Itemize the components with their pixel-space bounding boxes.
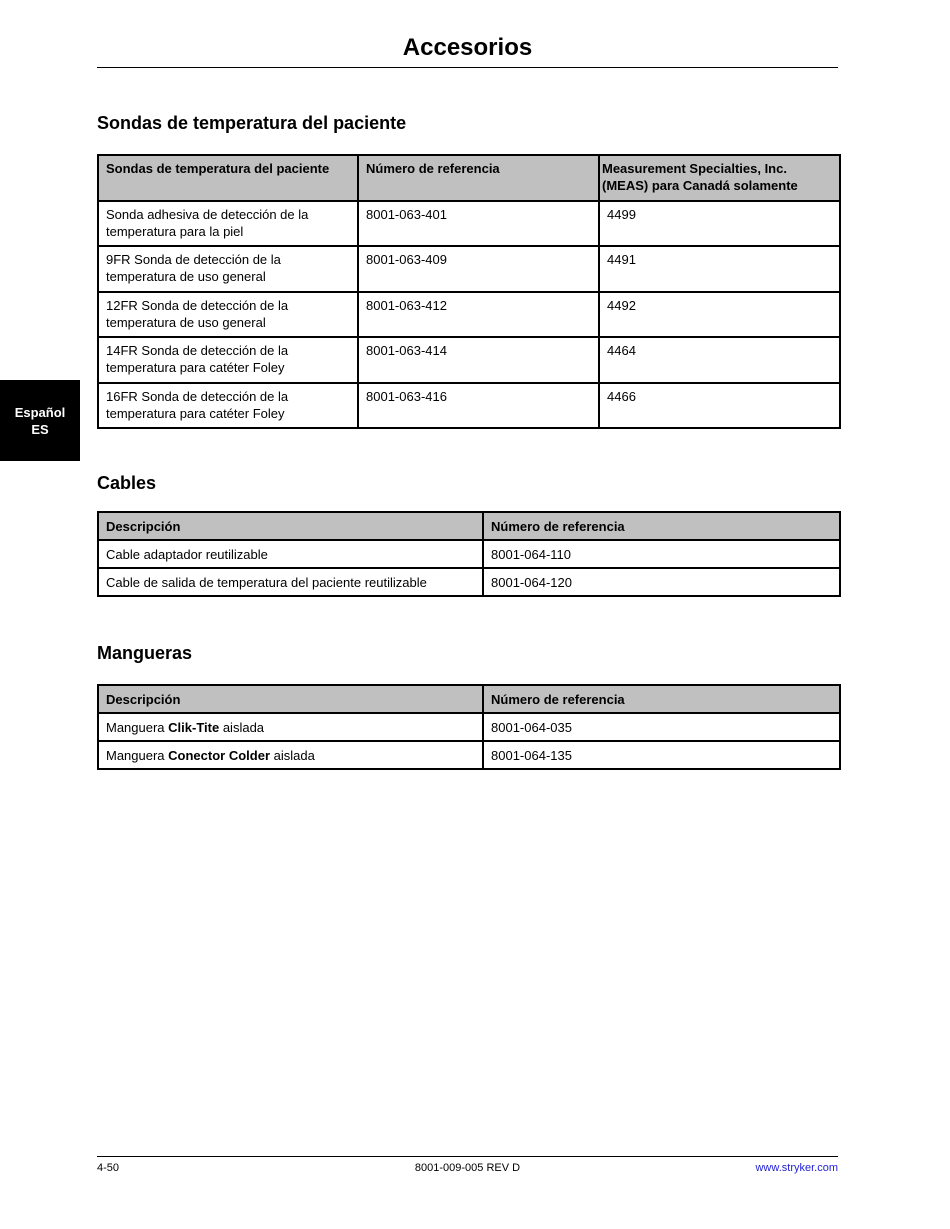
table-row [98, 246, 840, 291]
reference-number: 8001-063-412 [358, 292, 599, 337]
table-row [98, 292, 840, 337]
reference-number: 8001-064-135 [483, 741, 840, 769]
probe-description: Sonda adhesiva de detección de la temperatura para la piel [98, 201, 358, 246]
probes-table [97, 154, 841, 429]
hose-suffix: aislada [219, 720, 265, 735]
page-title: Accesorios [402, 34, 533, 61]
footer-divider [97, 1156, 838, 1157]
table-header-row [98, 512, 840, 540]
hoses-section-heading: Mangueras [97, 643, 193, 663]
language-code: ES [31, 421, 49, 437]
hose-description [98, 741, 483, 769]
reference-number: 8001-063-409 [358, 246, 599, 291]
hose-type: Conector Colder [168, 748, 270, 763]
website-link[interactable]: www.stryker.com [755, 1162, 838, 1174]
reference-number: 8001-063-414 [358, 337, 599, 382]
column-header: Sondas de temperatura del paciente [98, 155, 358, 201]
probes-section-heading: Sondas de temperatura del paciente [97, 113, 407, 133]
table-row [98, 540, 840, 568]
hose-prefix: Manguera [106, 720, 169, 735]
reference-number: 8001-063-416 [358, 383, 599, 428]
probe-description: 9FR Sonda de detección de la temperatura de uso general [98, 246, 358, 291]
meas-number: 4492 [599, 292, 840, 337]
cable-description: Cable adaptador reutilizable [98, 540, 483, 568]
probe-description: 14FR Sonda de detección de la temperatura para catéter Foley [98, 337, 358, 382]
meas-number: 4466 [599, 383, 840, 428]
meas-number: 4464 [599, 337, 840, 382]
page-number: 4-50 [97, 1162, 120, 1174]
cables-table [97, 511, 841, 597]
hose-prefix: Manguera [106, 748, 169, 763]
column-header: Número de referencia [358, 155, 599, 201]
column-header: Measurement Specialties, Inc. (MEAS) para Canadá solamente [599, 155, 840, 201]
table-row [98, 383, 840, 428]
column-header: Descripción [98, 685, 483, 713]
reference-number: 8001-064-120 [483, 568, 840, 596]
cables-section-heading: Cables [97, 473, 157, 493]
table-row [98, 201, 840, 246]
document-number: 8001-009-005 REV D [414, 1162, 521, 1174]
column-header: Número de referencia [483, 685, 840, 713]
table-row [98, 568, 840, 596]
hose-description [98, 713, 483, 741]
reference-number: 8001-064-110 [483, 540, 840, 568]
probe-description: 16FR Sonda de detección de la temperatura para catéter Foley [98, 383, 358, 428]
table-header-row [98, 685, 840, 713]
probe-description: 12FR Sonda de detección de la temperatura de uso general [98, 292, 358, 337]
meas-number: 4491 [599, 246, 840, 291]
title-divider [97, 67, 838, 68]
meas-number: 4499 [599, 201, 840, 246]
hose-suffix: aislada [270, 748, 315, 763]
language-side-tab [0, 380, 80, 461]
cable-description: Cable de salida de temperatura del paciente reutilizable [98, 568, 483, 596]
reference-number: 8001-064-035 [483, 713, 840, 741]
language-label: Español [14, 404, 66, 420]
table-row [98, 741, 840, 769]
reference-number: 8001-063-401 [358, 201, 599, 246]
table-row [98, 713, 840, 741]
table-row [98, 337, 840, 382]
hose-type: Clik-Tite [168, 720, 220, 735]
column-header: Descripción [98, 512, 483, 540]
table-header-row [98, 155, 840, 201]
column-header: Número de referencia [483, 512, 840, 540]
hoses-table [97, 684, 841, 770]
